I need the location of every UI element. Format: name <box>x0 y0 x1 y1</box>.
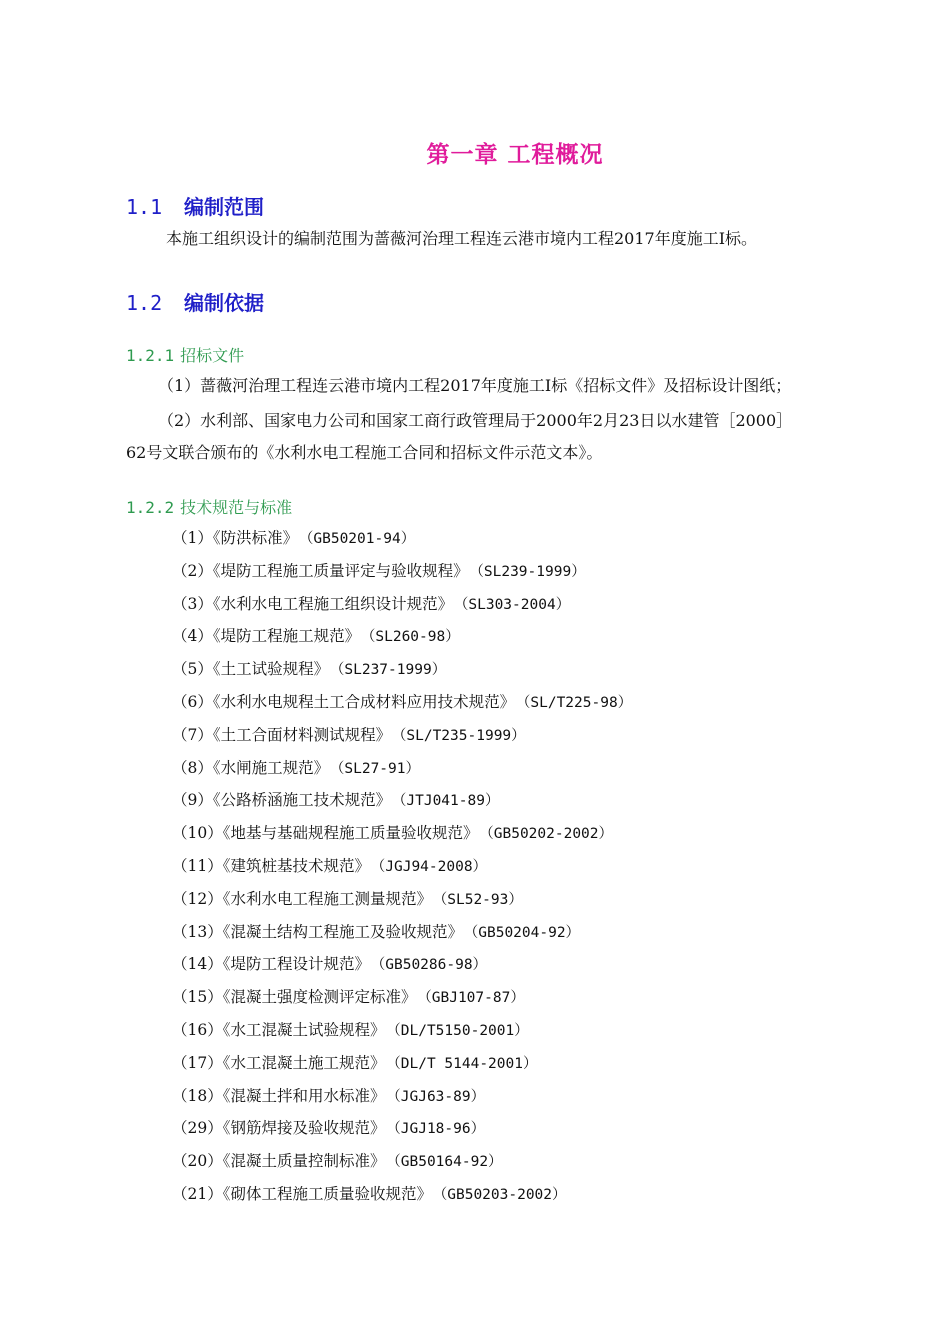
standard-item <box>172 921 632 954</box>
standard-name: 《水利水电工程施工组织设计规范》 <box>212 594 454 613</box>
standard-item <box>172 724 632 757</box>
standard-name: 《土工试验规程》 <box>212 660 330 679</box>
standard-code: （SL/T235-1999） <box>399 727 526 744</box>
standard-index: （6） <box>172 692 213 711</box>
standard-code: （DL/T 5144-2001） <box>393 1055 538 1072</box>
standard-name: 《钢筋焊接及验收规范》 <box>222 1119 386 1138</box>
section-title: 编制范围 <box>184 195 264 219</box>
standard-index: （8） <box>172 758 213 777</box>
standard-name: 《堤防工程施工规范》 <box>212 627 361 646</box>
standard-index: （10） <box>172 824 223 843</box>
subsection-number: 1.2.1 <box>126 346 175 365</box>
standard-item <box>172 986 632 1019</box>
chapter-title: 第一章 工程概况 <box>426 142 604 168</box>
standard-index: （20） <box>172 1152 223 1171</box>
standard-name: 《水利水电工程施工测量规范》 <box>222 889 432 908</box>
standard-index: （9） <box>172 791 213 810</box>
standard-item <box>172 1085 632 1118</box>
standard-index: （16） <box>172 1020 223 1039</box>
standard-index: （12） <box>172 889 223 908</box>
standard-code: （SL27-91） <box>337 760 420 777</box>
standard-index: （5） <box>172 660 213 679</box>
subsection-heading-1-2-2 <box>126 495 292 518</box>
standard-index: （14） <box>172 955 223 974</box>
section-number: 1.1 <box>126 195 163 219</box>
standard-code: （JGJ63-89） <box>393 1088 486 1105</box>
scope-paragraph: 本施工组织设计的编制范围为蔷薇河治理工程连云港市境内工程2017年度施工I标。 <box>166 229 758 248</box>
standard-code: （SL237-1999） <box>337 662 447 679</box>
standard-code: （DL/T5150-2001） <box>393 1022 529 1039</box>
standard-name: 《混凝土拌和用水标准》 <box>222 1086 386 1105</box>
standard-code: （GB50204-92） <box>471 924 581 941</box>
standard-code: （JGJ18-96） <box>393 1121 486 1138</box>
section-title: 编制依据 <box>184 291 264 315</box>
standard-code: （GB50201-94） <box>306 531 416 547</box>
tender-item-1: （1）蔷薇河治理工程连云港市境内工程2017年度施工I标《招标文件》及招标设计图纸； <box>158 376 792 395</box>
standard-code: （GB50203-2002） <box>440 1186 567 1203</box>
standard-code: （JGJ94-2008） <box>378 858 488 875</box>
section-heading-1-1 <box>126 191 264 220</box>
standard-code: （SL52-93） <box>440 891 523 908</box>
standard-item <box>172 789 632 822</box>
tender-item-2: （2）水利部、国家电力公司和国家工商行政管理局于2000年2月23日以水建管［2000］ <box>158 411 793 430</box>
standard-item <box>172 1150 632 1183</box>
standard-name: 《水工混凝土施工规范》 <box>222 1053 386 1072</box>
standard-item <box>172 593 632 626</box>
standard-index: （2） <box>172 561 213 580</box>
standard-index: （3） <box>172 594 213 613</box>
standard-item <box>172 888 632 921</box>
standard-name: 《水闸施工规范》 <box>212 758 330 777</box>
standard-code: （JTJ041-89） <box>399 793 500 810</box>
standard-code: （SL260-98） <box>368 629 460 646</box>
standard-item <box>172 1117 632 1150</box>
section-heading-1-2 <box>126 287 264 316</box>
standard-item <box>172 625 632 658</box>
standard-code: （GBJ107-87） <box>424 990 525 1007</box>
standard-name: 《地基与基础规程施工质量验收规范》 <box>222 824 479 843</box>
subsection-heading-1-2-1 <box>126 343 244 366</box>
standard-name: 《公路桥涵施工技术规范》 <box>212 791 392 810</box>
standard-code: （SL239-1999） <box>476 563 586 580</box>
standard-index: （11） <box>172 856 223 875</box>
standard-item <box>172 1183 632 1216</box>
standard-item <box>172 953 632 986</box>
subsection-title: 技术规范与标准 <box>180 498 293 517</box>
standard-item <box>172 560 632 593</box>
standard-item <box>172 691 632 724</box>
standard-item <box>172 1052 632 1085</box>
subsection-title: 招标文件 <box>180 346 245 365</box>
standard-code: （GB50202-2002） <box>486 826 614 843</box>
standard-name: 《水工混凝土试验规程》 <box>222 1020 386 1039</box>
standard-name: 《建筑桩基技术规范》 <box>222 856 370 875</box>
standard-index: （17） <box>172 1053 223 1072</box>
standard-item <box>172 757 632 790</box>
standard-item <box>172 855 632 888</box>
standard-name: 《防洪标准》 <box>212 529 299 547</box>
standard-code: （SL/T225-98） <box>523 694 633 711</box>
standard-item <box>172 822 632 855</box>
standard-item <box>172 527 632 560</box>
standard-name: 《砌体工程施工质量验收规范》 <box>222 1184 432 1203</box>
standard-index: （13） <box>172 922 223 941</box>
standard-index: （18） <box>172 1086 223 1105</box>
subsection-number: 1.2.2 <box>126 498 175 517</box>
standards-list <box>172 527 632 1216</box>
standard-index: （7） <box>172 725 213 744</box>
standard-code: （SL303-2004） <box>461 596 571 613</box>
standard-index: （29） <box>172 1119 223 1138</box>
standard-name: 《堤防工程施工质量评定与验收规程》 <box>212 561 469 580</box>
standard-item <box>172 658 632 691</box>
standard-index: （15） <box>172 988 223 1007</box>
standard-name: 《混凝土结构工程施工及验收规范》 <box>222 922 463 941</box>
standard-index: （4） <box>172 627 213 646</box>
standard-name: 《混凝土强度检测评定标准》 <box>222 988 417 1007</box>
standard-name: 《堤防工程设计规范》 <box>222 955 370 974</box>
standard-index: （21） <box>172 1184 223 1203</box>
standard-name: 《水利水电规程土工合成材料应用技术规范》 <box>212 692 516 711</box>
standard-name: 《混凝土质量控制标准》 <box>222 1152 386 1171</box>
standard-index: （1） <box>172 529 213 547</box>
standard-name: 《土工合面材料测试规程》 <box>212 725 392 744</box>
standard-item <box>172 1019 632 1052</box>
tender-item-2-continued: 62号文联合颁布的《水利水电工程施工合同和招标文件示范文本》。 <box>126 443 603 462</box>
standard-code: （GB50286-98） <box>378 957 488 974</box>
section-number: 1.2 <box>126 291 163 315</box>
standard-code: （GB50164-92） <box>393 1154 503 1171</box>
